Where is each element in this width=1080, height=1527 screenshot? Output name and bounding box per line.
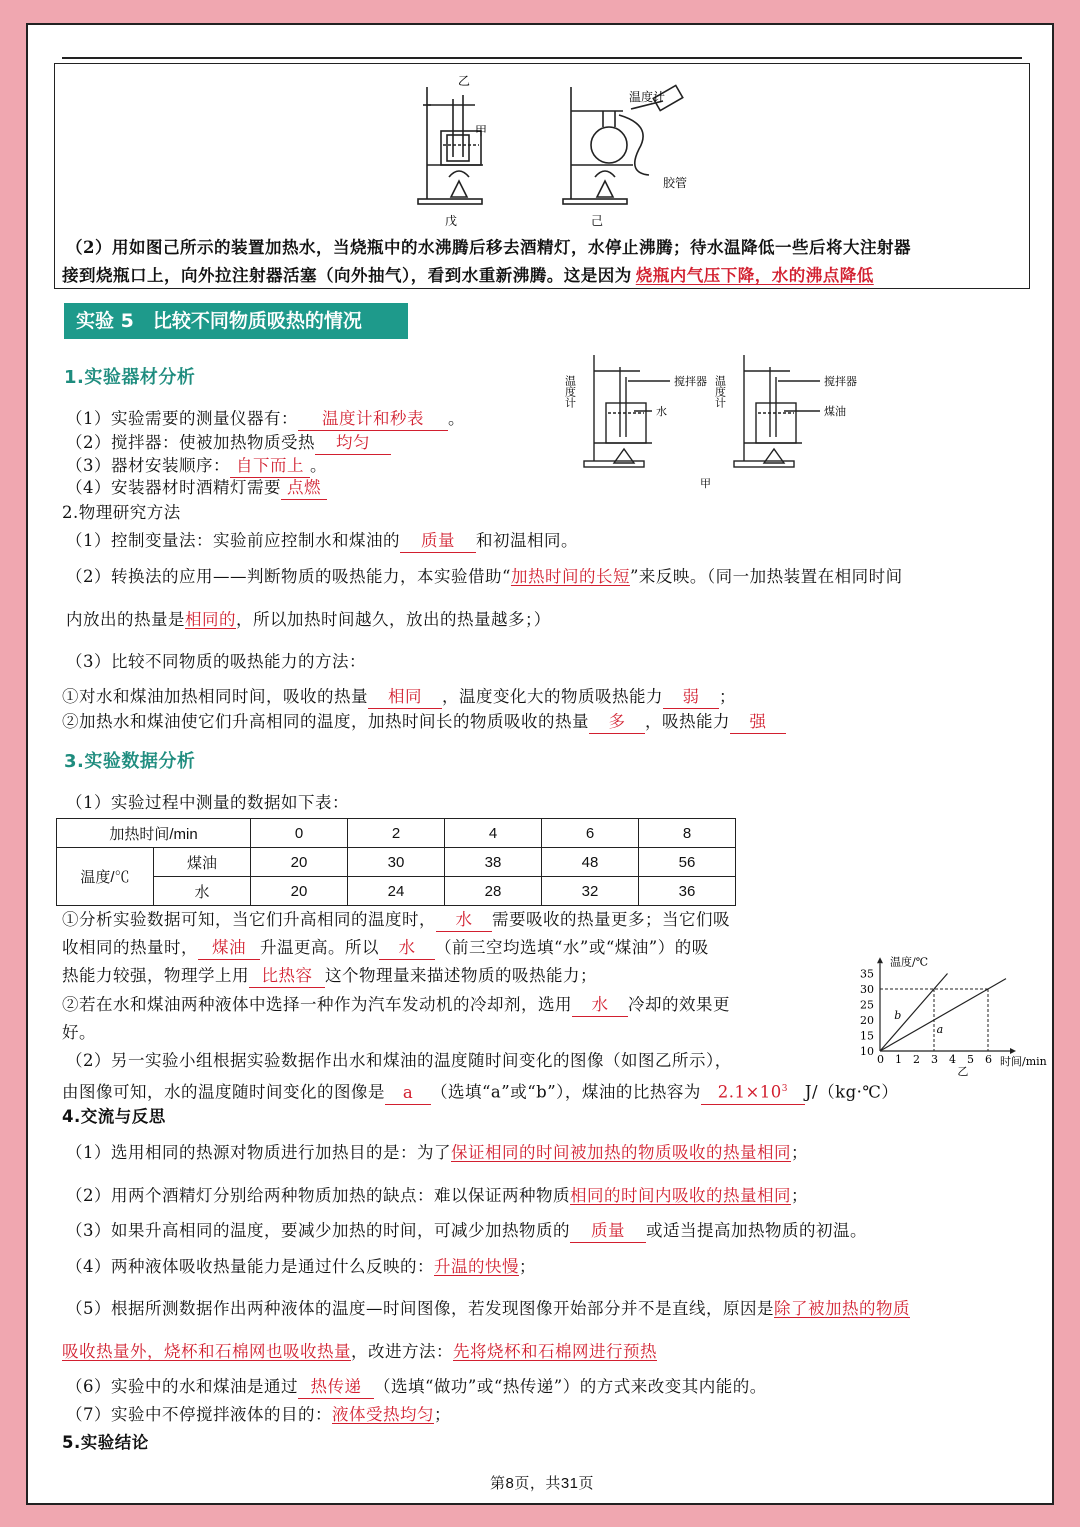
s2-answer-2b: 相同的: [185, 610, 236, 629]
chart-caption: 乙: [957, 1065, 969, 1078]
y-tick-label: 10: [860, 1045, 874, 1058]
series-line-b: [880, 974, 948, 1052]
s2-method-2: ②加热水和煤油使它们升高相同的温度，加热时间长的物质吸收的热量 多 ，吸热能力 强: [62, 711, 786, 734]
x-tick-label: 0: [877, 1053, 884, 1066]
worksheet-page: [26, 23, 1054, 1505]
table-row-label-oil: 煤油: [154, 848, 251, 877]
x-tick-label: 4: [949, 1053, 956, 1066]
s2-m2-answer-2: 强: [730, 711, 786, 734]
s1-item-3: （3）器材安装顺序： 自下而上 。: [66, 455, 327, 478]
y-axis-arrow: [877, 957, 883, 963]
s3-para-5: 好。: [62, 1023, 96, 1042]
s1-item-4: （4）安装器材时酒精灯需要 点燃: [66, 477, 327, 500]
s2-item-3: （3）比较不同物质的吸热能力的方法：: [66, 652, 366, 671]
s4-item-5: （5）根据所测数据作出两种液体的温度—时间图像，若发现图像开始部分并不是直线，原因是除了被加热的物质: [66, 1299, 910, 1318]
series-label-b: b: [894, 1009, 902, 1023]
s2-item-2-cont: 内放出的热量是相同的，所以加热时间越久，放出的热量越多；）: [66, 610, 551, 629]
table-cell: 28: [445, 877, 542, 906]
s4-answer-2: 相同的时间内吸收的热量相同: [570, 1186, 791, 1205]
s4-item-3: （3）如果升高相同的温度，要减少加热的时间，可减少加热物质的 质量 或适当提高加热物质的初温。: [66, 1220, 867, 1243]
label-hose: 胶管: [663, 176, 688, 190]
page-footer: 第8页，共31页: [490, 1475, 595, 1492]
apparatus-figure-jia: [563, 351, 878, 491]
s4-answer-3: 质量: [570, 1220, 646, 1243]
s2-m1-answer-1: 相同: [368, 686, 442, 709]
s1-item-2: （2）搅拌器：使被加热物质受热 均匀: [66, 432, 391, 455]
y-axis-label: 温度/℃: [890, 955, 929, 969]
s2-item-2: （2）转换法的应用——判断物质的吸热能力，本实验借助“加热时间的长短”来反映。（同一加热装置在相同时间: [66, 567, 903, 586]
s4-answer-5c: 先将烧杯和石棉网进行预热: [453, 1342, 657, 1361]
table-cell: 4: [445, 819, 542, 848]
s3-para-3: 热能力较强，物理学上用 比热容 这个物理量来描述物质的吸热能力；: [62, 965, 597, 988]
jia-label-oil: 煤油: [824, 405, 846, 418]
section-3-title: 3.实验数据分析: [64, 751, 196, 772]
s1-answer-4: 点燃: [281, 477, 327, 500]
s1-item-1: （1）实验需要的测量仪器有： 温度计和秒表 。: [66, 408, 465, 431]
apparatus-figure-wu-ji: [413, 65, 703, 230]
x-tick-label: 3: [931, 1053, 938, 1066]
s4-answer-1: 保证相同的时间被加热的物质吸收的热量相同: [451, 1143, 791, 1162]
table-cell: 36: [639, 877, 736, 906]
x-tick-label: 2: [913, 1053, 920, 1066]
s2-answer-2: 加热时间的长短: [510, 567, 630, 586]
s4-answer-4: 升温的快慢: [434, 1257, 519, 1276]
s1-answer-3: 自下而上: [230, 455, 310, 478]
jia-label-temp-left: 温度计: [563, 375, 577, 408]
s3-intro: （1）实验过程中测量的数据如下表：: [66, 793, 349, 812]
jia-caption: 甲: [700, 477, 711, 490]
s3-para-1: ①分析实验数据可知，当它们升高相同的温度时， 水 需要吸收的热量更多；当它们吸: [62, 909, 730, 932]
table-cell: 30: [348, 848, 445, 877]
label-jia: 甲: [475, 124, 488, 138]
label-yi: 乙: [458, 74, 471, 88]
table-cell: 2: [348, 819, 445, 848]
s4-item-5-cont: 吸收热量外，烧杯和石棉网也吸收热量，改进方法：先将烧杯和石棉网进行预热: [62, 1342, 657, 1361]
table-cell: 38: [445, 848, 542, 877]
temperature-time-chart: [818, 923, 1047, 1078]
table-row: [57, 877, 736, 906]
section-2-title: 2.物理研究方法: [62, 503, 181, 522]
s3-answer-specific-heat: 比热容: [249, 965, 325, 988]
s3-answer-water-2: 水: [379, 937, 435, 960]
x-axis-arrow: [1010, 1048, 1016, 1054]
table-cell: 32: [542, 877, 639, 906]
label-thermometer: 温度计: [629, 90, 666, 104]
s4-answer-6: 热传递: [298, 1376, 374, 1399]
s1-answer-2: 均匀: [315, 432, 391, 455]
s4-answer-5b: 吸收热量外，烧杯和石棉网也吸收热量: [62, 1342, 351, 1361]
x-tick-label: 6: [985, 1053, 992, 1066]
table-row-label-water: 水: [154, 877, 251, 906]
s2-m1-answer-2: 弱: [663, 686, 719, 709]
table-cell: 0: [251, 819, 348, 848]
table-header-time: 加热时间/min: [57, 819, 251, 848]
q2-text: 接到烧瓶口上，向外拉注射器活塞（向外抽气），看到水重新沸腾。这是因为: [62, 266, 632, 285]
label-wu: 戊: [445, 214, 458, 228]
jia-label-temp-right: 温度计: [713, 375, 727, 408]
s3-para-7: 由图像可知，水的温度随时间变化的图像是 a （选填“a”或“b”），煤油的比热容为 $2.1\times 10^3$ J/（kg·℃）: [62, 1078, 898, 1105]
label-ji: 己: [591, 214, 604, 228]
table-row: [57, 848, 736, 877]
y-tick-label: 20: [860, 1014, 874, 1027]
s3-answer-graph-a: a: [385, 1082, 431, 1105]
table-cell: 56: [639, 848, 736, 877]
s3-answer-specific-heat-value: $2.1\times 10^3$: [701, 1078, 805, 1105]
jia-label-stir-right: 搅拌器: [824, 375, 857, 388]
q2-line-1: （2）用如图己所示的装置加热水，当烧瓶中的水沸腾后移去酒精灯，水停止沸腾；待水温降低一些后将大注射器: [66, 238, 911, 257]
s4-item-2: （2）用两个酒精灯分别给两种物质加热的缺点：难以保证两种物质相同的时间内吸收的热量相同；: [66, 1186, 808, 1205]
table-cell: 20: [251, 848, 348, 877]
s3-para-6: （2）另一实验小组根据实验数据作出水和煤油的温度随时间变化的图像（如图乙所示），: [66, 1051, 732, 1070]
section-4-title: 4.交流与反思: [62, 1107, 166, 1126]
s4-item-6: （6）实验中的水和煤油是通过 热传递 （选填“做功”或“热传递”）的方式来改变其内能的。: [66, 1376, 767, 1399]
section-5-title: 5.实验结论: [62, 1433, 149, 1452]
s3-answer-water-1: 水: [436, 909, 492, 932]
header-rule: [62, 57, 1022, 59]
s4-item-1: （1）选用相同的热源对物质进行加热目的是：为了保证相同的时间被加热的物质吸收的热量相同；: [66, 1143, 808, 1162]
table-group-label: 温度/℃: [57, 848, 154, 906]
q2-answer: 烧瓶内气压下降，水的沸点降低: [635, 266, 874, 285]
jia-label-water: 水: [656, 405, 667, 418]
table-row: [57, 819, 736, 848]
data-table: [56, 818, 736, 906]
x-tick-label: 1: [895, 1053, 902, 1066]
s2-method-1: ①对水和煤油加热相同时间，吸收的热量 相同 ，温度变化大的物质吸热能力 弱 ；: [62, 686, 736, 709]
y-tick-label: 35: [860, 967, 874, 981]
s4-answer-7: 液体受热均匀: [332, 1405, 434, 1424]
y-tick-label: 15: [860, 1029, 874, 1043]
section-1-title: 1.实验器材分析: [64, 367, 196, 388]
s2-item-1: （1）控制变量法：实验前应控制水和煤油的 质量 和初温相同。: [66, 530, 578, 553]
s3-answer-oil: 煤油: [198, 937, 260, 960]
s4-item-7: （7）实验中不停搅拌液体的目的：液体受热均匀；: [66, 1405, 451, 1424]
y-tick-label: 30: [860, 983, 874, 996]
s2-answer-1: 质量: [400, 530, 476, 553]
s4-item-4: （4）两种液体吸收热量能力是通过什么反映的：升温的快慢；: [66, 1257, 536, 1276]
x-tick-label: 5: [967, 1053, 974, 1066]
jia-label-stir-left: 搅拌器: [674, 375, 707, 388]
y-tick-label: 25: [860, 998, 874, 1012]
table-cell: 20: [251, 877, 348, 906]
x-axis-label: 时间/min: [1000, 1055, 1047, 1068]
experiment-5-banner: 实验 5 比较不同物质吸热的情况: [64, 303, 408, 339]
s3-para-4: ②若在水和煤油两种液体中选择一种作为汽车发动机的冷却剂，选用 水 冷却的效果更: [62, 994, 730, 1017]
s4-answer-5a: 除了被加热的物质: [774, 1299, 910, 1318]
s3-answer-coolant: 水: [572, 994, 628, 1017]
s1-answer-1: 温度计和秒表: [298, 408, 448, 431]
s2-m2-answer-1: 多: [589, 711, 645, 734]
table-cell: 48: [542, 848, 639, 877]
s3-para-2: 收相同的热量时， 煤油 升温更高。所以 水 （前三空均选填“水”或“煤油”）的吸: [62, 937, 709, 960]
table-cell: 6: [542, 819, 639, 848]
q2-line-2: [62, 265, 878, 287]
series-label-a: a: [936, 1023, 944, 1037]
table-cell: 24: [348, 877, 445, 906]
table-cell: 8: [639, 819, 736, 848]
